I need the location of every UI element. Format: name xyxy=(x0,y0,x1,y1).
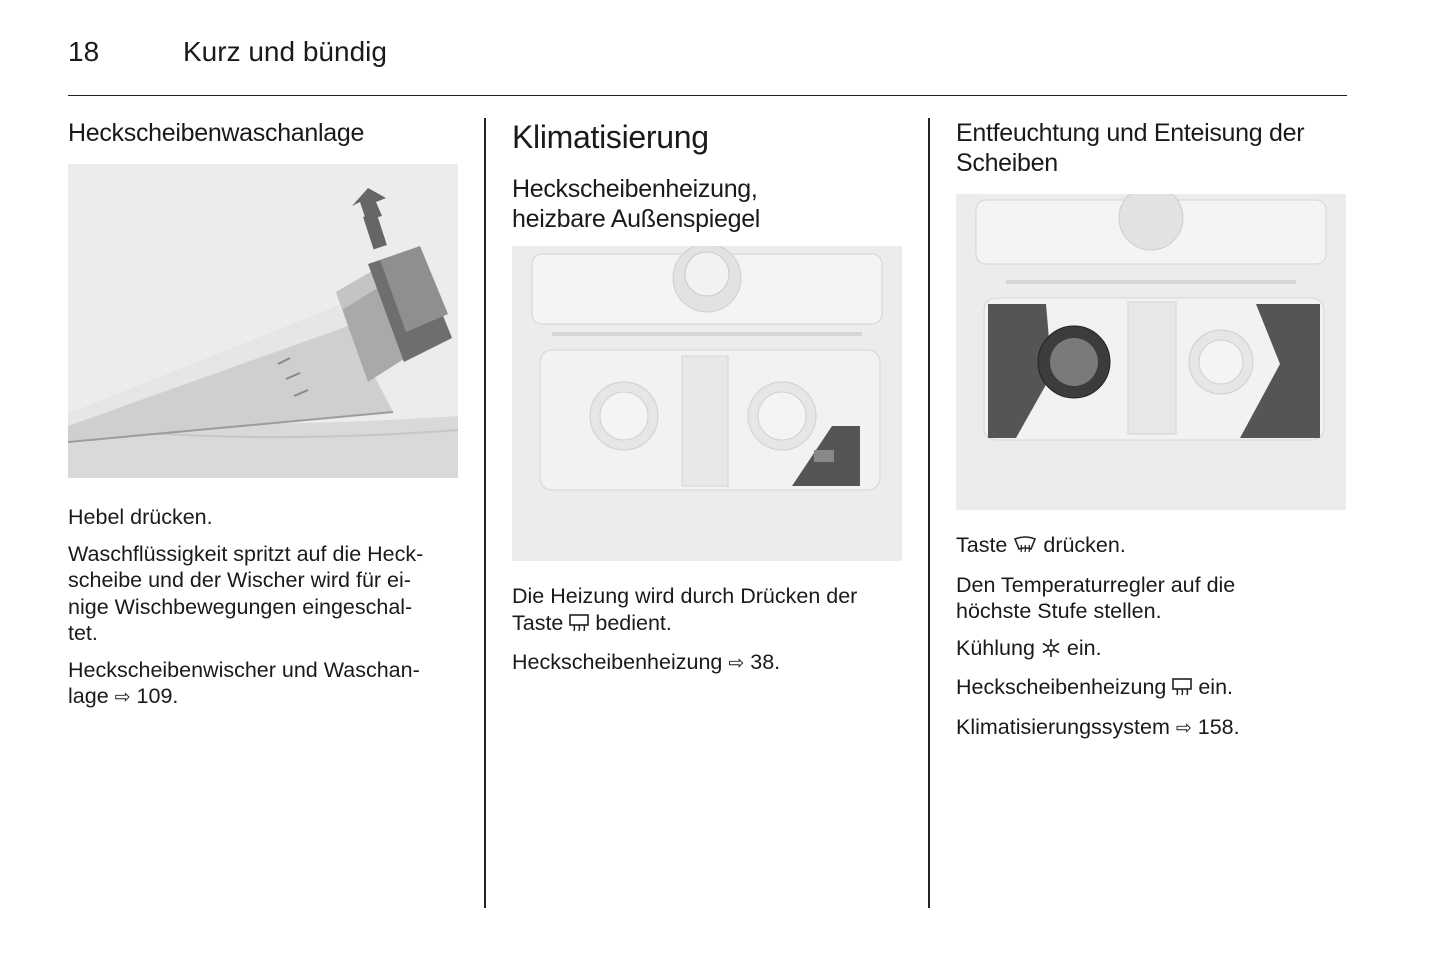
section-heading: Heckscheibenwaschanlage xyxy=(68,119,365,147)
paragraph: Die Heizung wird durch Drücken der Taste bedient. xyxy=(512,583,904,639)
paragraph: Waschflüssigkeit spritzt auf die Heck- scheibe und der Wischer wird für ei- nige Wischbewegungen eingeschal- tet. xyxy=(68,541,424,645)
page-number: 18 xyxy=(68,36,100,67)
section-heading: Heckscheibenheizung, heizbare Außenspiegel xyxy=(512,175,761,233)
wiper-lever-illustration xyxy=(68,164,458,478)
page-reference-icon: ⇨ xyxy=(1175,717,1192,739)
paragraph: Heckscheibenwischer und Waschan- lage ⇨ 109. xyxy=(68,657,420,708)
climate-control-panel-illustration xyxy=(512,246,902,561)
chapter-section-title: Klimatisierung xyxy=(512,119,709,155)
wiper-lever-figure xyxy=(68,164,458,478)
page-reference-icon: ⇨ xyxy=(114,687,131,708)
page-reference-icon: ⇨ xyxy=(728,653,745,674)
paragraph: Hebel drücken. xyxy=(68,505,213,529)
page-reference[interactable]: 109. xyxy=(136,684,179,708)
paragraph: Taste drücken. xyxy=(956,532,1348,562)
header-rule xyxy=(68,95,1347,96)
rear-defroster-icon xyxy=(1172,677,1192,704)
page-reference[interactable]: 158. xyxy=(1197,714,1240,739)
snowflake-icon xyxy=(1041,638,1061,665)
windscreen-defrost-icon xyxy=(1013,535,1037,562)
paragraph: Den Temperaturregler auf die höchste Stufe stellen. xyxy=(956,572,1236,623)
chapter-title: Kurz und bündig xyxy=(183,36,387,67)
page-reference[interactable]: 38. xyxy=(750,650,781,674)
column-climate xyxy=(512,118,904,688)
climate-panel-figure xyxy=(512,246,902,561)
column-divider xyxy=(484,118,486,908)
column-divider xyxy=(928,118,930,908)
paragraph: Kühlung ein. xyxy=(956,635,1348,665)
section-heading: Entfeuchtung und Enteisung der Scheiben xyxy=(956,119,1305,177)
climate-control-panel-illustration xyxy=(956,194,1346,510)
column-rear-washer xyxy=(68,118,460,722)
paragraph: Klimatisierungssystem ⇨ 158. xyxy=(956,714,1240,739)
climate-panel-figure xyxy=(956,194,1346,510)
paragraph: Heckscheibenheizung ⇨ 38. xyxy=(512,650,781,674)
rear-defroster-icon xyxy=(569,613,589,640)
paragraph: Heckscheibenheizung ein. xyxy=(956,674,1348,704)
column-demisting xyxy=(956,118,1348,752)
